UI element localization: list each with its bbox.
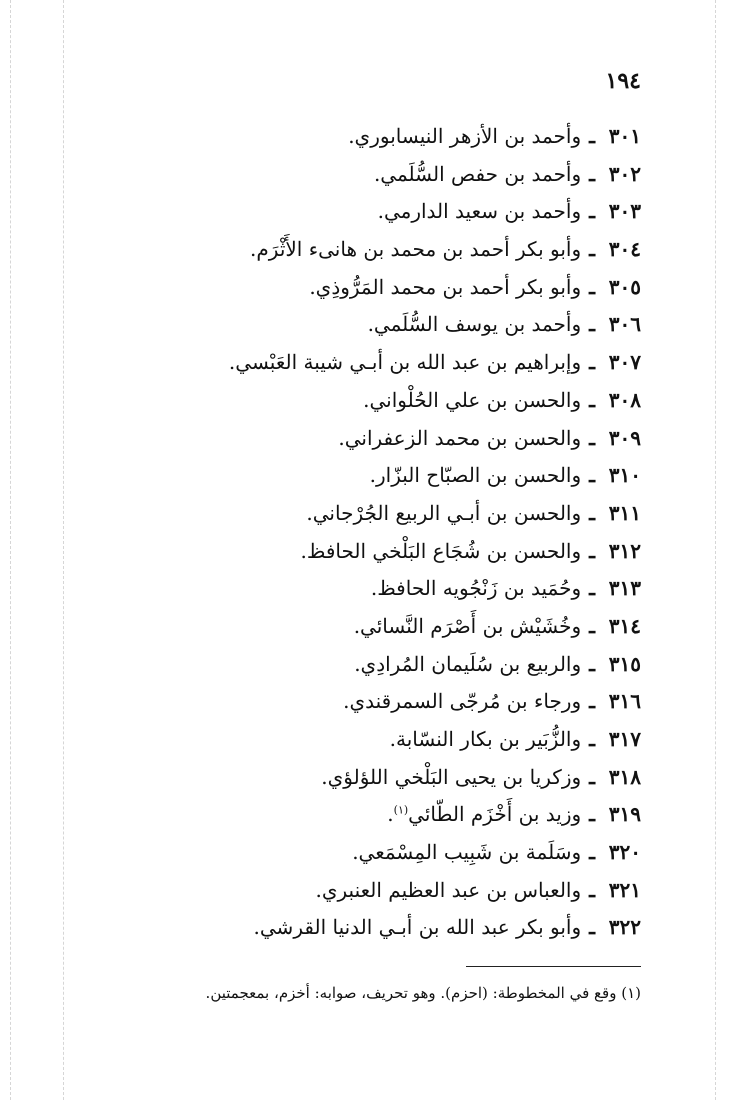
entry-number: ٣١٤: [608, 613, 641, 638]
list-item: [101, 759, 641, 797]
entry-name: والربيع بن سُلَيمان المُرادِي.: [354, 651, 582, 676]
entry-number: ٣٢١: [608, 877, 641, 902]
entry-number: ٣٠٧: [608, 350, 641, 375]
entry-name: وأبو بكر أحمد بن محمد المَرُّوذِي.: [309, 274, 582, 299]
list-item: [101, 796, 641, 834]
entry-dash: ـ: [589, 764, 595, 789]
entry-name: وأبو بكر عبد الله بن أبـي الدنيا القرشي.: [253, 915, 582, 940]
list-item: [101, 646, 641, 684]
entry-number: ٣١٩: [608, 802, 641, 827]
list-item: [101, 382, 641, 420]
entry-period: .: [387, 802, 394, 827]
entry-name: وزكريا بن يحيى البَلْخي اللؤلؤي.: [321, 764, 582, 789]
entry-dash: ـ: [589, 877, 595, 902]
entry-dash: ـ: [589, 161, 595, 186]
entry-name: والحسن بن أبـي الربيع الجُرْجاني.: [306, 500, 582, 525]
entry-dash: ـ: [589, 500, 595, 525]
entry-number: ٣٠٤: [608, 237, 641, 262]
entry-number: ٣١٢: [608, 538, 641, 563]
entry-name: والعباس بن عبد العظيم العنبري.: [315, 877, 582, 902]
list-item: [101, 344, 641, 382]
scan-guide-line: [10, 0, 11, 1100]
entry-number: ٣٠٥: [608, 274, 641, 299]
entry-name: وأحمد بن يوسف السُّلَمي.: [367, 312, 582, 337]
entry-number: ٣٠١: [608, 124, 641, 148]
entry-name: وإبراهيم بن عبد الله بن أبـي شيبة العَبْسي.: [228, 350, 582, 375]
list-item: [101, 872, 641, 910]
entry-dash: ـ: [589, 312, 595, 337]
entry-name: وأحمد بن الأزهر النيسابوري.: [348, 124, 582, 148]
entry-number: ٣١٦: [608, 689, 641, 714]
entry-name: والحسن بن محمد الزعفراني.: [338, 425, 582, 450]
entry-name: وزيد بن أَخْزَم الطّائي: [408, 802, 582, 827]
entry-number: ٣١٥: [608, 651, 641, 676]
entry-number: ٣٢٢: [608, 915, 641, 940]
entry-number: ٣٠٢: [608, 161, 641, 186]
entry-name: وأبو بكر أحمد بن محمد بن هانىء الأَثْرَم.: [250, 237, 582, 262]
entry-name: ورجاء بن مُرجّى السمرقندي.: [343, 689, 582, 714]
entry-dash: ـ: [589, 387, 595, 412]
list-item: [101, 721, 641, 759]
entry-dash: ـ: [589, 915, 595, 940]
entry-dash: ـ: [589, 727, 595, 751]
list-item: [101, 683, 641, 721]
entry-number: ٣٠٨: [608, 387, 641, 412]
list-item: [101, 231, 641, 269]
entry-number: ٣٠٦: [608, 312, 641, 337]
list-item: [101, 608, 641, 646]
entry-dash: ـ: [589, 425, 595, 450]
entry-number: ٣١٠: [608, 463, 641, 488]
list-item: [101, 533, 641, 571]
footnote-reference[interactable]: (١): [393, 803, 409, 817]
list-item: [101, 118, 641, 156]
entry-name: وحُمَيد بن زَنْجُويه الحافظ.: [370, 576, 582, 601]
entry-name: والزُّبَير بن بكار النسّابة.: [389, 727, 582, 751]
entry-dash: ـ: [589, 237, 595, 262]
scan-guide-line: [63, 0, 64, 1100]
list-item: [101, 909, 641, 947]
entry-name: والحسن بن الصبّاح البزّار.: [369, 463, 582, 488]
footnote-divider: [466, 966, 641, 967]
entry-name: وسَلَمة بن شَبِيب المِسْمَعي.: [352, 840, 582, 865]
list-item: [101, 834, 641, 872]
list-item: [101, 420, 641, 458]
entry-number: ٣١٣: [608, 576, 641, 601]
list-item: [101, 306, 641, 344]
entry-name: والحسن بن شُجَاع البَلْخي الحافظ.: [300, 538, 582, 563]
page-number: ١٩٤: [605, 68, 641, 94]
entry-name: وخُشَيْش بن أَصْرَم النَّسائي.: [353, 613, 582, 638]
list-item: [101, 156, 641, 194]
entry-dash: ـ: [589, 651, 595, 676]
scan-guide-line: [715, 0, 716, 1100]
list-item: [101, 495, 641, 533]
list-item: [101, 193, 641, 231]
entry-dash: ـ: [589, 199, 595, 224]
entry-dash: ـ: [589, 124, 595, 148]
list-item: [101, 570, 641, 608]
entry-dash: ـ: [589, 274, 595, 299]
entry-number: ٣١٨: [608, 764, 641, 789]
entry-dash: ـ: [589, 613, 595, 638]
entry-name: والحسن بن علي الحُلْواني.: [363, 387, 582, 412]
footnote-text: (١) وقع في المخطوطة: (احزم). وهو تحريف، صوابه: أخزم، بمعجمتين.: [205, 984, 641, 1002]
entry-number: ٣١١: [608, 500, 641, 525]
entry-dash: ـ: [589, 350, 595, 375]
entry-number: ٣٠٩: [608, 425, 641, 450]
entry-dash: ـ: [589, 689, 595, 714]
entry-number: ٣١٧: [608, 727, 641, 751]
entry-dash: ـ: [589, 840, 595, 865]
entry-dash: ـ: [589, 802, 595, 827]
entry-name: وأحمد بن سعيد الدارمي.: [377, 199, 582, 224]
entry-name: وأحمد بن حفص السُّلَمي.: [373, 161, 582, 186]
list-item: [101, 269, 641, 307]
entry-number: ٣٢٠: [608, 840, 641, 865]
entry-dash: ـ: [589, 538, 595, 563]
entry-dash: ـ: [589, 576, 595, 601]
entry-number: ٣٠٣: [608, 199, 641, 224]
list-item: [101, 457, 641, 495]
entry-dash: ـ: [589, 463, 595, 488]
narrator-list: [101, 118, 641, 947]
